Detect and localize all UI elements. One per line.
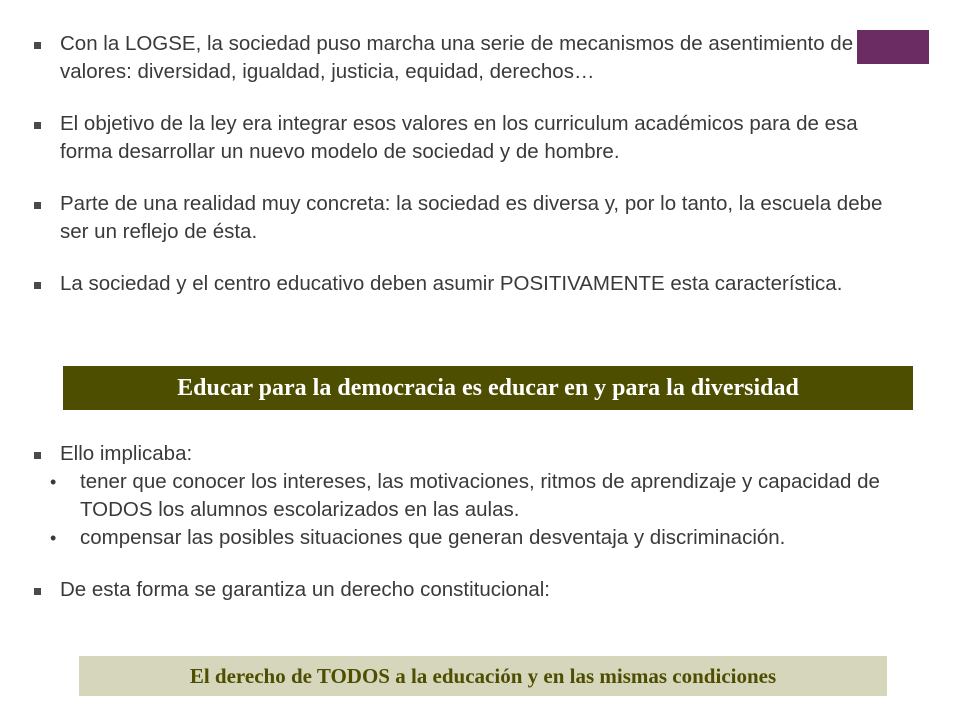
bullet-ello-implicaba: Ello implicaba: bbox=[32, 440, 912, 468]
sub-item-conocer: • tener que conocer los intereses, las motivaciones, ritmos de aprendizaje y capacidad de TODOS los alumnos escolarizados en las aulas. bbox=[32, 468, 912, 524]
sub-list bbox=[32, 468, 912, 552]
bullet-derecho-constitucional: De esta forma se garantiza un derecho constitucional: bbox=[32, 576, 912, 604]
bullet-positivamente: La sociedad y el centro educativo deben asumir POSITIVAMENTE esta característica. bbox=[32, 270, 912, 298]
sub-item-compensar: • compensar las posibles situaciones que generan desventaja y discriminación. bbox=[32, 524, 912, 552]
banner-democracia: Educar para la democracia es educar en y para la diversidad bbox=[63, 366, 913, 410]
banner-derecho-todos: El derecho de TODOS a la educación y en las mismas condiciones bbox=[79, 656, 887, 696]
slide-body-top bbox=[32, 30, 912, 298]
bullet-realidad: Parte de una realidad muy concreta: la sociedad es diversa y, por lo tanto, la escuela debe ser un reflejo de ésta. bbox=[32, 190, 912, 246]
bullet-logse: Con la LOGSE, la sociedad puso marcha una serie de mecanismos de asentimiento de valores: diversidad, igualdad, justicia, equidad, derechos… bbox=[32, 30, 912, 86]
bullet-objetivo: El objetivo de la ley era integrar esos valores en los curriculum académicos para de esa forma desarrollar un nuevo modelo de sociedad y de hombre. bbox=[32, 110, 912, 166]
slide-body-lower bbox=[32, 440, 912, 604]
